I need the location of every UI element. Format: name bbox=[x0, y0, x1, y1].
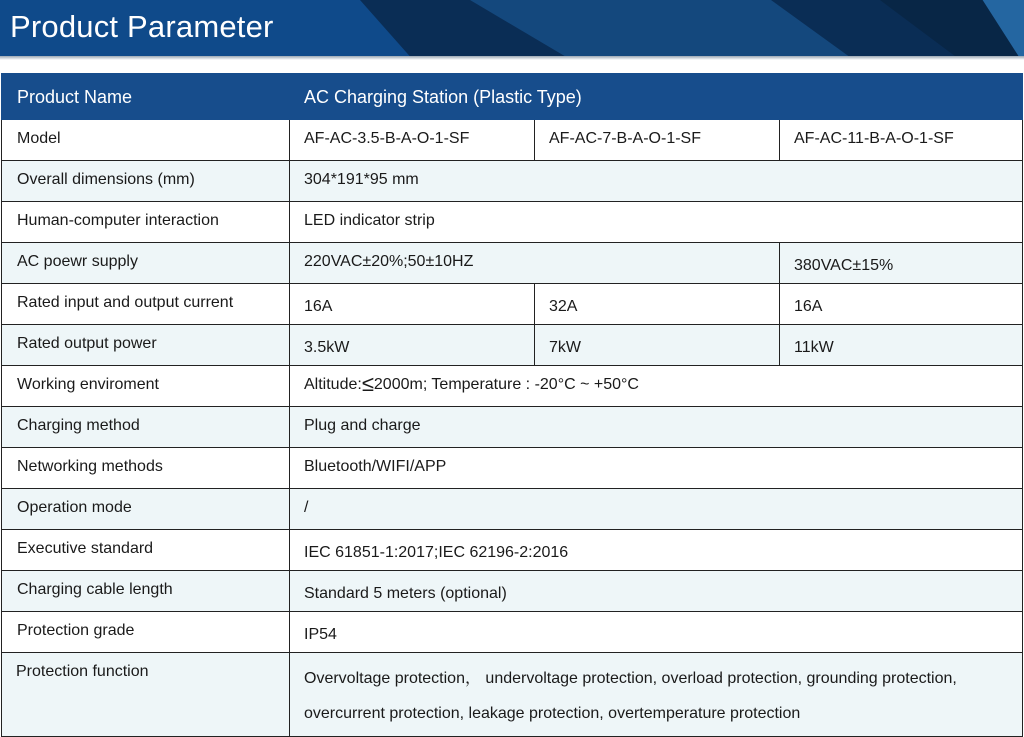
row-label: Human-computer interaction bbox=[2, 202, 290, 243]
output-power-value-2: 7kW bbox=[535, 325, 780, 366]
header-banner bbox=[0, 0, 1024, 56]
row-value bbox=[290, 366, 1023, 407]
table-row-output-power bbox=[2, 325, 1023, 366]
power-supply-value-2: 380VAC±15% bbox=[780, 243, 1023, 284]
row-label: Charging method bbox=[2, 407, 290, 448]
table-row-dimensions bbox=[2, 161, 1023, 202]
header-value: AC Charging Station (Plastic Type) bbox=[290, 74, 1023, 120]
current-value-1: 16A bbox=[290, 284, 535, 325]
table-row-charging-method bbox=[2, 407, 1023, 448]
row-label: Executive standard bbox=[2, 530, 290, 571]
row-value: / bbox=[290, 489, 1023, 530]
row-label: Charging cable length bbox=[2, 571, 290, 612]
page-title: Product Parameter bbox=[10, 9, 274, 44]
row-value: 304*191*95 mm bbox=[290, 161, 1023, 202]
model-value-1: AF-AC-3.5-B-A-O-1-SF bbox=[290, 120, 535, 161]
table-row-standard bbox=[2, 530, 1023, 571]
row-label: Protection grade bbox=[2, 612, 290, 653]
table-header-row bbox=[2, 74, 1023, 120]
header-label: Product Name bbox=[2, 74, 290, 120]
output-power-value-3: 11kW bbox=[780, 325, 1023, 366]
row-value: LED indicator strip bbox=[290, 202, 1023, 243]
table-row-model bbox=[2, 120, 1023, 161]
row-label: Protection function bbox=[2, 653, 290, 737]
row-value: IEC 61851-1:2017;IEC 62196-2:2016 bbox=[290, 530, 1023, 571]
row-label: Overall dimensions (mm) bbox=[2, 161, 290, 202]
table-row-power-supply bbox=[2, 243, 1023, 284]
current-value-3: 16A bbox=[780, 284, 1023, 325]
row-label: Model bbox=[2, 120, 290, 161]
row-label: Operation mode bbox=[2, 489, 290, 530]
row-value: Overvoltage protection， undervoltage protection, overload protection, grounding protection, overcurrent protection, leakage protection, overtemperature protection bbox=[290, 653, 1023, 737]
row-value: IP54 bbox=[290, 612, 1023, 653]
current-value-2: 32A bbox=[535, 284, 780, 325]
row-value: Plug and charge bbox=[290, 407, 1023, 448]
row-label: AC poewr supply bbox=[2, 243, 290, 284]
row-label: Rated output power bbox=[2, 325, 290, 366]
table-row-hci bbox=[2, 202, 1023, 243]
row-label: Networking methods bbox=[2, 448, 290, 489]
table-row-environment bbox=[2, 366, 1023, 407]
output-power-value-1: 3.5kW bbox=[290, 325, 535, 366]
table-row-current bbox=[2, 284, 1023, 325]
table-row-cable-length bbox=[2, 571, 1023, 612]
environment-prefix: Altitude: bbox=[304, 376, 362, 393]
table-row-operation-mode bbox=[2, 489, 1023, 530]
row-label: Working enviroment bbox=[2, 366, 290, 407]
environment-suffix: 2000m; Temperature : -20°C ~ +50°C bbox=[373, 376, 639, 393]
model-value-2: AF-AC-7-B-A-O-1-SF bbox=[535, 120, 780, 161]
row-value: Bluetooth/WIFI/APP bbox=[290, 448, 1023, 489]
power-supply-value-1: 220VAC±20%;50±10HZ bbox=[290, 243, 780, 284]
model-value-3: AF-AC-11-B-A-O-1-SF bbox=[780, 120, 1023, 161]
row-value: Standard 5 meters (optional) bbox=[290, 571, 1023, 612]
table-row-protection-grade bbox=[2, 612, 1023, 653]
parameter-table bbox=[1, 73, 1023, 737]
less-equal-symbol: ≤ bbox=[361, 371, 374, 396]
table-row-networking bbox=[2, 448, 1023, 489]
table-row-protection-function bbox=[2, 653, 1023, 737]
row-label: Rated input and output current bbox=[2, 284, 290, 325]
banner-shadow bbox=[0, 56, 1024, 60]
